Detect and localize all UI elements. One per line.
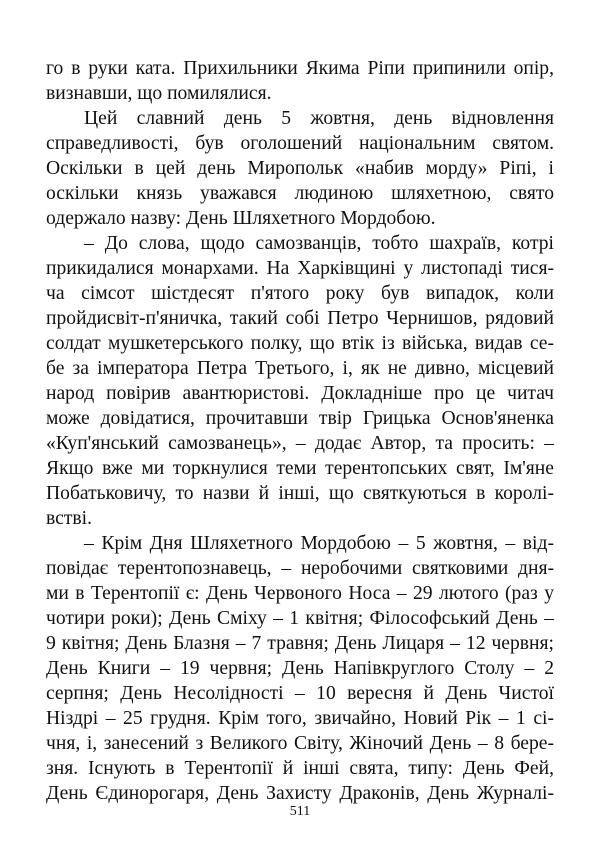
text-line: народ повірив авантюристові. Докладніше про це читач: [46, 383, 554, 404]
text-line: Побатьковичу, то назви й інші, що святкуються в королі-: [46, 483, 554, 504]
text-line: солдат мушкетерського полку, що втік із війська, видав се-: [46, 333, 554, 354]
text-line: чотири роки); День Сміху – 1 квітня; Філософський День –: [46, 608, 554, 629]
text-line: прикидалися монархами. На Харківщині у листопаді тися-: [46, 258, 554, 279]
page-body-text: [46, 56, 554, 806]
text-line: повідає терентопознавець, – неробочими святковими дня-: [46, 558, 554, 579]
text-line: 9 квітня; День Блазня – 7 травня; День Лицаря – 12 червня;: [46, 633, 554, 654]
text-line: ча сімсот шістдесят п'ятого року був випадок, коли: [46, 283, 554, 304]
text-line: оскільки князь уважався людиною шляхетною, свято: [46, 183, 554, 204]
page-number: 511: [289, 804, 311, 819]
text-line: Цей славний день 5 жовтня, день відновлення: [84, 108, 554, 129]
text-line: День Книги – 19 червня; День Напівкруглого Столу – 2: [46, 658, 554, 679]
text-line: серпня; День Несолідності – 10 вересня й День Чистої: [46, 683, 554, 704]
text-line: День Єдинорогаря, День Захисту Драконів, День Журналі-: [46, 783, 554, 804]
text-line: може довідатися, прочитавши твір Грицька Основ'яненка: [46, 408, 554, 429]
text-line: пройдисвіт-п'яничка, такий собі Петро Чернишов, рядовий: [46, 308, 554, 329]
text-line: – Крім Дня Шляхетного Мордобою – 5 жовтня, – від-: [84, 533, 554, 554]
text-line: одержало назву: День Шляхетного Мордобою.: [46, 208, 436, 229]
text-line: встві.: [46, 508, 92, 529]
text-line: чня, і, занесений з Великого Світу, Жіночий День – 8 бере-: [46, 733, 554, 754]
text-line: Ніздрі – 25 грудня. Крім того, звичайно, Новий Рік – 1 сі-: [46, 708, 554, 729]
text-line: зня. Існують в Терентопії й інші свята, типу: День Фей,: [46, 758, 554, 779]
text-line: – До слова, щодо самозванців, тобто шахраїв, котрі: [84, 233, 554, 254]
text-line: ми в Терентопії є: День Червоного Носа – 29 лютого (раз у: [46, 583, 554, 604]
text-line: «Куп'янський самозванець», – додає Автор, та просить: –: [46, 433, 554, 454]
text-line: справедливості, був оголошений національним святом.: [46, 133, 554, 154]
text-line: Оскільки в цей день Миропольк «набив морду» Ріпі, і: [46, 158, 554, 179]
text-line: визнавши, що помилялися.: [46, 83, 272, 104]
text-line: го в руки ката. Прихильники Якима Ріпи припинили опір,: [46, 58, 554, 79]
text-line: Якщо вже ми торкнулися теми терентопських свят, Ім'яне: [46, 458, 554, 479]
text-line: бе за імператора Петра Третього, і, як не дивно, місцевий: [46, 358, 554, 379]
